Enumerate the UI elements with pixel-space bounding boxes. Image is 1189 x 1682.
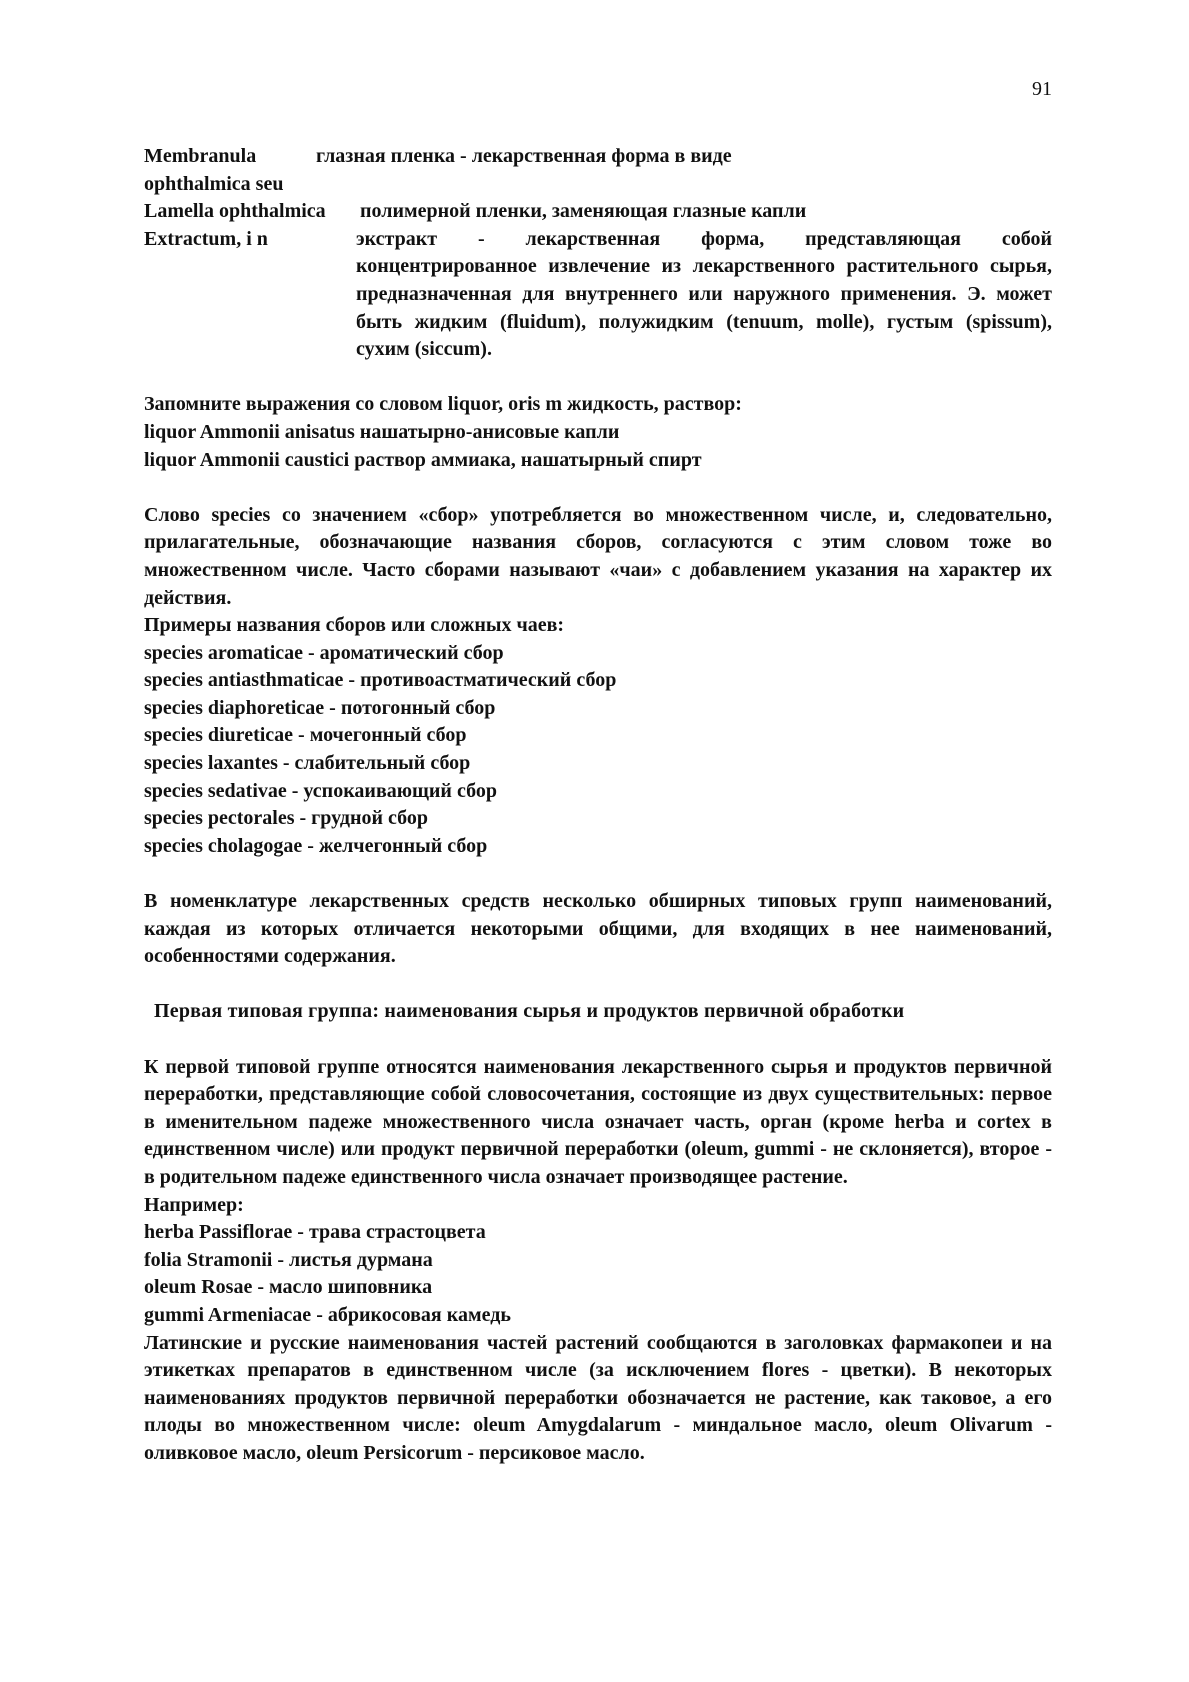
species-item: species pectorales - грудной сбор	[144, 807, 428, 830]
species-item: species antiasthmaticae - противоастматический сбор	[144, 669, 617, 692]
page-content	[144, 143, 1052, 1468]
closing-paragraph: Латинские и русские наименования частей растений сообщаются в заголовках фармакопеи и на этикетках препаратов в единственном числе (за исключением flores - цветки). В некоторых наименованиях продуктов первичной переработки обозначается не растение, как таковое, а его плоды во множественном числе: oleum Amygdalarum - миндальное масло, oleum Olivarum - оливковое масло, oleum Persicorum - персиковое масло.	[144, 1331, 1052, 1464]
species-item: species aromaticae - ароматический сбор	[144, 641, 504, 664]
definition-text: экстракт - лекарственная форма, представляющая собой концентрированное извлечение из лекарственного растительного сырья, предназначенная для внутреннего или наружного применения. Э. может быть жидким (fluidum), полужидким (tenuum, molle), густым (spissum), сухим (siccum).	[356, 227, 1052, 361]
example-item: herba Passiflorae - трава страстоцвета	[144, 1221, 486, 1244]
liquor-item: liquor Ammonii caustici раствор аммиака, нашатырный спирт	[144, 448, 702, 471]
definition-row	[144, 143, 1052, 198]
page-number: 91	[1032, 78, 1052, 100]
species-item: species diaphoreticae - потогонный сбор	[144, 696, 496, 719]
example-label: Например:	[144, 1193, 244, 1216]
example-item: folia Stramonii - листья дурмана	[144, 1248, 433, 1271]
species-item: species laxantes - слабительный сбор	[144, 752, 471, 775]
group1-paragraph: К первой типовой группе относятся наименования лекарственного сырья и продуктов первичной переработки, представляющие собой словосочетания, состоящие из двух существительных: первое в именительном падеже множественного числа означает часть, орган (кроме herba и cortex в единственном числе) или продукт первичной переработки (oleum, gummi - не склоняется), второе - в родительном падеже единственного числа означает производящее растение.	[144, 1055, 1052, 1188]
species-item: species diureticae - мочегонный сбор	[144, 724, 467, 747]
definition-text: полимерной пленки, заменяющая глазные капли	[360, 200, 807, 223]
liquor-item: liquor Ammonii anisatus нашатырно-анисовые капли	[144, 420, 620, 443]
species-examples-title: Примеры названия сборов или сложных чаев:	[144, 614, 565, 637]
nomenclature-paragraph: В номенклатуре лекарственных средств несколько обширных типовых групп наименований, каждая из которых отличается некоторыми общими, для входящих в нее наименований, особенностями содержания.	[144, 890, 1052, 968]
species-item: species sedativae - успокаивающий сбор	[144, 779, 497, 802]
definition-term: Lamella ophthalmica	[144, 200, 326, 223]
definition-term: Membranula ophthalmica seu	[144, 145, 284, 195]
definition-term: Extractum, i n	[144, 227, 268, 250]
definition-text: глазная пленка - лекарственная форма в виде	[316, 145, 732, 167]
example-item: oleum Rosae - масло шиповника	[144, 1276, 433, 1299]
section-heading: Первая типовая группа: наименования сырья и продуктов первичной обработки	[154, 1000, 905, 1023]
liquor-title: Запомните выражения со словом liquor, oris m жидкость, раствор:	[144, 393, 742, 416]
species-intro-paragraph: Слово species со значением «сбор» употребляется во множественном числе, и, следовательно, прилагательные, обозначающие названия сборов, согласуются с этим словом тоже во множественном числе. Часто сборами называют «чаи» с добавлением указания на характер их действия.	[144, 503, 1052, 609]
example-item: gummi Armeniacae - абрикосовая камедь	[144, 1303, 511, 1326]
definition-row	[144, 226, 1052, 364]
definition-row	[144, 198, 1052, 226]
species-item: species cholagogae - желчегонный сбор	[144, 834, 488, 857]
